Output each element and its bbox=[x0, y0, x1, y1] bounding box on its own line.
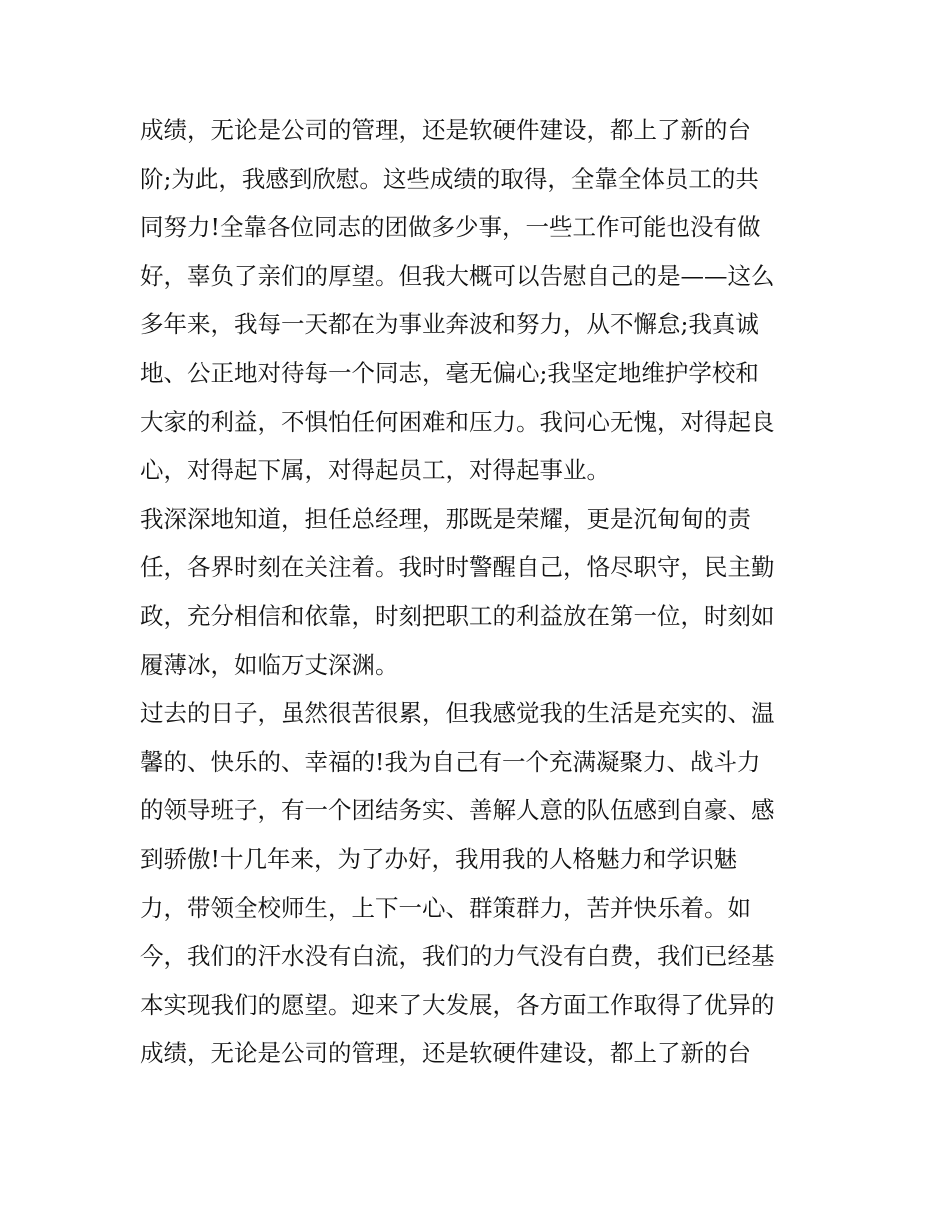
text-line: 任，各界时刻在关注着。我时时警醒自己，恪尽职守，民主勤 bbox=[140, 553, 775, 582]
text-line: 履薄冰，如临万丈深渊。 bbox=[140, 650, 399, 679]
text-line: 过去的日子，虽然很苦很累，但我感觉我的生活是充实的、温 bbox=[140, 699, 775, 728]
text-line: 同努力!全靠各位同志的团做多少事，一些工作可能也没有做 bbox=[140, 213, 761, 242]
text-line: 心，对得起下属，对得起员工，对得起事业。 bbox=[140, 456, 610, 485]
text-line: 到骄傲!十几年来，为了办好，我用我的人格魅力和学识魅 bbox=[140, 844, 737, 873]
text-line: 我深深地知道，担任总经理，那既是荣耀，更是沉甸甸的责 bbox=[140, 504, 751, 533]
text-line: 的领导班子，有一个团结务实、善解人意的队伍感到自豪、感 bbox=[140, 796, 775, 825]
text-line: 力，带领全校师生，上下一心、群策群力，苦并快乐着。如 bbox=[140, 893, 751, 922]
body-text bbox=[140, 106, 820, 1078]
text-line: 馨的、快乐的、幸福的!我为自己有一个充满凝聚力、战斗力 bbox=[140, 747, 761, 776]
text-line: 政，充分相信和依靠，时刻把职工的利益放在第一位，时刻如 bbox=[140, 601, 775, 630]
text-line: 大家的利益，不惧怕任何困难和压力。我问心无愧，对得起良 bbox=[140, 407, 775, 436]
text-line: 好，辜负了亲们的厚望。但我大概可以告慰自己的是——这么 bbox=[140, 261, 775, 290]
text-line: 多年来，我每一天都在为事业奔波和努力，从不懈怠;我真诚 bbox=[140, 310, 759, 339]
text-line: 本实现我们的愿望。迎来了大发展，各方面工作取得了优异的 bbox=[140, 990, 775, 1019]
text-line: 阶;为此，我感到欣慰。这些成绩的取得，全靠全体员工的共 bbox=[140, 164, 759, 193]
text-line: 地、公正地对待每一个同志，毫无偏心;我坚定地维护学校和 bbox=[140, 358, 759, 387]
text-line: 今，我们的汗水没有白流，我们的力气没有白费，我们已经基 bbox=[140, 942, 775, 971]
text-line: 成绩，无论是公司的管理，还是软硬件建设，都上了新的台 bbox=[140, 116, 751, 144]
text-line: 成绩，无论是公司的管理，还是软硬件建设，都上了新的台 bbox=[140, 1039, 751, 1068]
